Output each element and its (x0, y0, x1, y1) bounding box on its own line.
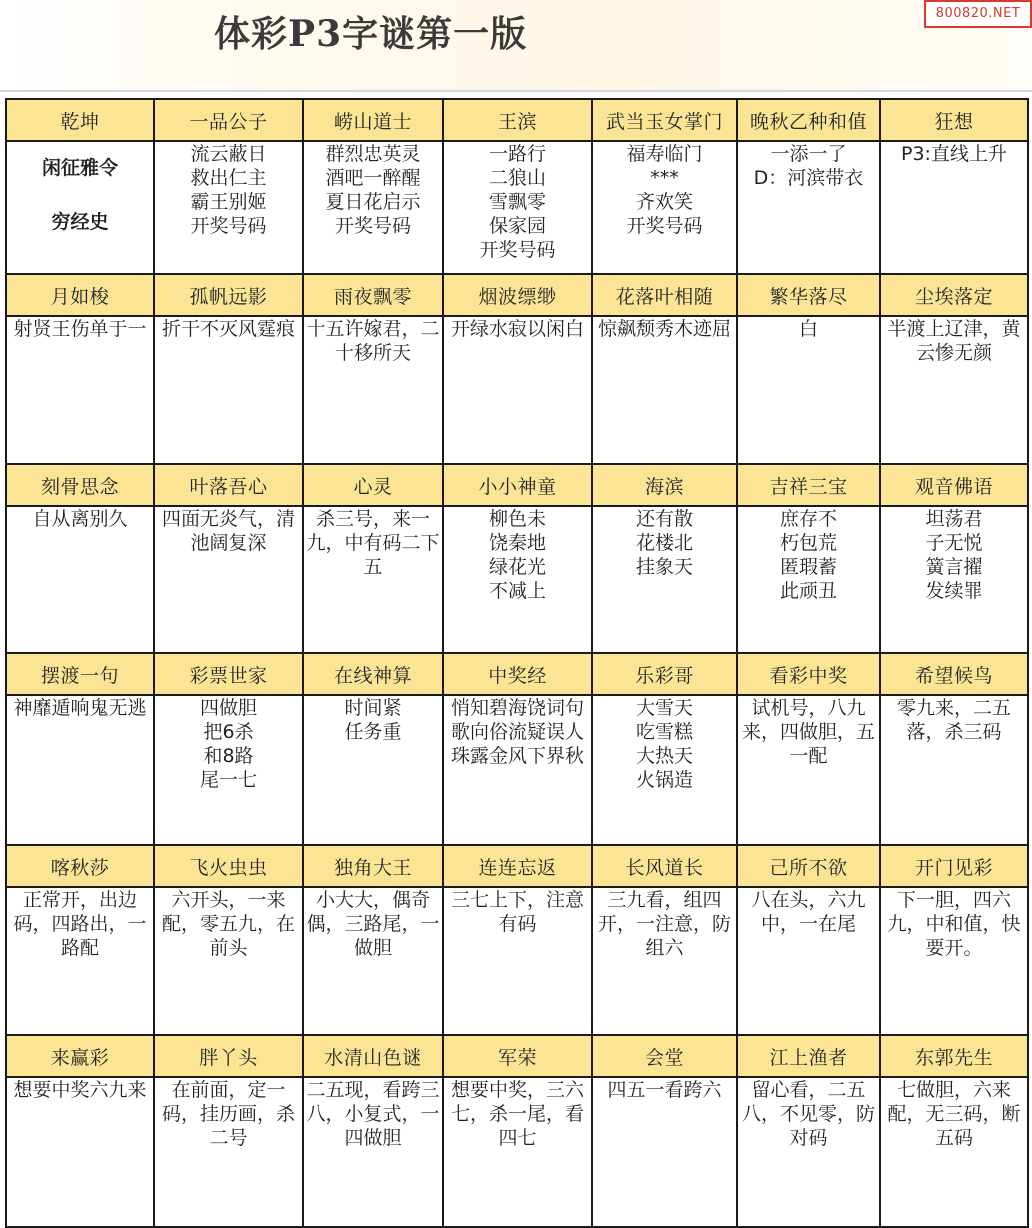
cell-text: 二五现，看跨三八，小复式，一四做胆 (306, 1079, 440, 1149)
header-row (6, 845, 1028, 887)
cell-text: 此顽丑 (779, 580, 837, 602)
cell-text: 想要中奖六九来 (13, 1079, 147, 1101)
cell-text: 大雪天 (635, 697, 693, 719)
column-header: 王滨 (443, 99, 592, 141)
column-header: 水清山色谜 (303, 1035, 443, 1077)
riddle-cell (154, 316, 303, 464)
cell-text: 下一胆，四六九，中和值，快要开。 (887, 889, 1021, 959)
divider (0, 90, 1032, 92)
cell-text: 保家园 (488, 215, 546, 237)
riddle-cell (592, 695, 737, 845)
cell-text: 悄知碧海饶词句 (450, 697, 584, 719)
cell-text: 杀三号，来一九，中有码二下五 (306, 508, 440, 578)
cell-text: 救出仁主 (190, 167, 267, 189)
riddle-cell (737, 506, 880, 653)
cell-text: 群烈忠英灵 (325, 143, 421, 165)
riddle-cell (880, 887, 1028, 1035)
riddle-cell (592, 506, 737, 653)
cell-text: 神靡遁响鬼无逃 (13, 697, 147, 719)
column-header: 崂山道士 (303, 99, 443, 141)
cell-text: 小大大，偶奇偶，三路尾，一做胆 (306, 889, 440, 959)
cell-text: 柳色未 (488, 508, 546, 530)
column-header: 看彩中奖 (737, 653, 880, 695)
column-header: 来赢彩 (6, 1035, 154, 1077)
riddle-cell (880, 316, 1028, 464)
riddle-cell (880, 695, 1028, 845)
riddle-cell (303, 887, 443, 1035)
cell-text: 穷经史 (51, 211, 109, 233)
cell-text: 在前面，定一码，挂历画，杀二号 (161, 1079, 295, 1149)
column-header: 雨夜飘零 (303, 274, 443, 316)
cell-text: 朽包荒 (779, 532, 837, 554)
cell-text: 发续罪 (925, 580, 983, 602)
content-row (6, 695, 1028, 845)
riddle-cell (6, 695, 154, 845)
riddle-cell (737, 695, 880, 845)
column-header: 乾坤 (6, 99, 154, 141)
column-header: 繁华落尽 (737, 274, 880, 316)
cell-text: *** (650, 167, 679, 189)
content-row (6, 316, 1028, 464)
cell-text: 坦荡君 (925, 508, 983, 530)
header-row (6, 464, 1028, 506)
content-row (6, 1077, 1028, 1227)
cell-text: 一添一了 (770, 143, 847, 165)
cell-text: 尾一七 (199, 769, 257, 791)
riddle-cell (6, 141, 154, 274)
cell-text: 火锅造 (635, 769, 693, 791)
cell-text: 和8路 (203, 745, 254, 767)
riddle-cell (154, 141, 303, 274)
riddle-cell (443, 695, 592, 845)
column-header: 军荣 (443, 1035, 592, 1077)
column-header: 吉祥三宝 (737, 464, 880, 506)
cell-text: 花楼北 (635, 532, 693, 554)
cell-text: 留心看，二五八，不见零，防对码 (741, 1079, 875, 1149)
cell-text: 子无悦 (925, 532, 983, 554)
riddle-cell (303, 506, 443, 653)
cell-text: 大热天 (635, 745, 693, 767)
cell-text: 开绿水寂以闲白 (450, 318, 584, 340)
column-header: 胖丫头 (154, 1035, 303, 1077)
riddle-cell (443, 316, 592, 464)
cell-text: 福寿临门 (626, 143, 703, 165)
header-row (6, 653, 1028, 695)
riddle-table (5, 98, 1029, 1228)
content-row (6, 141, 1028, 274)
cell-text: 珠露金风下界秋 (450, 745, 584, 767)
riddle-cell (880, 1077, 1028, 1227)
cell-text: 还有散 (635, 508, 693, 530)
column-header: 喀秋莎 (6, 845, 154, 887)
column-header: 东郭先生 (880, 1035, 1028, 1077)
riddle-cell (880, 506, 1028, 653)
column-header: 一品公子 (154, 99, 303, 141)
column-header: 中奖经 (443, 653, 592, 695)
column-header: 心灵 (303, 464, 443, 506)
column-header: 江上渔者 (737, 1035, 880, 1077)
cell-text: 绿花光 (488, 556, 546, 578)
column-header: 独角大王 (303, 845, 443, 887)
cell-text: 吃雪糕 (635, 721, 693, 743)
cell-text: 歌向俗流疑误人 (450, 721, 584, 743)
page-title: 体彩P3字谜第一版 (214, 13, 528, 55)
riddle-cell (737, 141, 880, 274)
cell-text: 簧言擢 (925, 556, 983, 578)
riddle-cell (592, 1077, 737, 1227)
cell-text: 白 (798, 318, 818, 340)
header-row (6, 99, 1028, 141)
cell-text: 不减上 (488, 580, 546, 602)
riddle-cell (154, 887, 303, 1035)
cell-text: 二狼山 (488, 167, 546, 189)
riddle-cell (737, 1077, 880, 1227)
cell-text: 三七上下，注意有码 (450, 889, 584, 935)
riddle-cell (737, 316, 880, 464)
cell-text: 齐欢笑 (635, 191, 693, 213)
cell-text: 挂象天 (635, 556, 693, 578)
cell-text: 四五一看跨六 (607, 1079, 722, 1101)
riddle-cell (6, 1077, 154, 1227)
riddle-cell (303, 1077, 443, 1227)
riddle-cell (154, 506, 303, 653)
cell-text: 把6杀 (203, 721, 254, 743)
cell-text: 半渡上辽津，黄云惨无颜 (887, 318, 1021, 364)
column-header: 花落叶相随 (592, 274, 737, 316)
cell-text: 正常开，出边码，四路出，一路配 (13, 889, 147, 959)
riddle-cell (592, 887, 737, 1035)
cell-text: 折干不灭风霆痕 (161, 318, 295, 340)
header-row (6, 1035, 1028, 1077)
cell-text: 霸王别姬 (190, 191, 267, 213)
cell-text: 射贤王伤单于一 (13, 318, 147, 340)
cell-text: 开奖号码 (626, 215, 703, 237)
cell-text: 零九来，二五落，杀三码 (896, 697, 1011, 743)
riddle-cell (443, 141, 592, 274)
column-header: 狂想 (880, 99, 1028, 141)
cell-text: 开奖号码 (479, 239, 556, 261)
column-header: 摆渡一句 (6, 653, 154, 695)
cell-text: 四做胆 (199, 697, 257, 719)
column-header: 飞火虫虫 (154, 845, 303, 887)
cell-text: D：河滨带衣 (753, 167, 864, 189)
cell-text: 流云蔽日 (190, 143, 267, 165)
column-header: 月如梭 (6, 274, 154, 316)
cell-text: 六开头，一来配，零五九，在前头 (161, 889, 295, 959)
column-header: 烟波缥缈 (443, 274, 592, 316)
column-header: 开门见彩 (880, 845, 1028, 887)
riddle-cell (443, 1077, 592, 1227)
content-row (6, 506, 1028, 653)
column-header: 小小神童 (443, 464, 592, 506)
cell-text: 时间紧 (344, 697, 402, 719)
column-header: 希望候鸟 (880, 653, 1028, 695)
riddle-cell (6, 316, 154, 464)
cell-text: 八在头，六九中，一在尾 (751, 889, 866, 935)
cell-text: 试机号，八九来，四做胆，五一配 (741, 697, 875, 767)
riddle-cell (303, 141, 443, 274)
riddle-cell (154, 695, 303, 845)
cell-text: 四面无炎气，清池阔复深 (161, 508, 295, 554)
column-header: 连连忘返 (443, 845, 592, 887)
riddle-cell (154, 1077, 303, 1227)
column-header: 乐彩哥 (592, 653, 737, 695)
riddle-cell (880, 141, 1028, 274)
riddle-cell (592, 141, 737, 274)
column-header: 孤帆远影 (154, 274, 303, 316)
cell-text: 闲征雅令 (41, 157, 118, 179)
column-header: 晚秋乙种和值 (737, 99, 880, 141)
cell-text: 匿瑕蓄 (779, 556, 837, 578)
column-header: 海滨 (592, 464, 737, 506)
content-row (6, 887, 1028, 1035)
cell-text: 一路行 (488, 143, 546, 165)
cell-text: 夏日花启示 (325, 191, 421, 213)
riddle-cell (6, 506, 154, 653)
riddle-cell (303, 695, 443, 845)
column-header: 观音佛语 (880, 464, 1028, 506)
cell-text: 十五许嫁君，二十移所天 (306, 318, 440, 364)
column-header: 彩票世家 (154, 653, 303, 695)
column-header: 尘埃落定 (880, 274, 1028, 316)
cell-text: 想要中奖，三六七，杀一尾，看四七 (450, 1079, 584, 1149)
header-row (6, 274, 1028, 316)
cell-text: 雪飘零 (488, 191, 546, 213)
column-header: 叶落吾心 (154, 464, 303, 506)
cell-text: 庶存不 (779, 508, 837, 530)
cell-text: 酒吧一醉醒 (325, 167, 421, 189)
riddle-cell (303, 316, 443, 464)
cell-text: 任务重 (344, 721, 402, 743)
cell-text: 惊飙颓秀木迹屈 (597, 318, 731, 340)
column-header: 长风道长 (592, 845, 737, 887)
column-header: 会堂 (592, 1035, 737, 1077)
riddle-cell (737, 887, 880, 1035)
cell-text: 自从离别久 (32, 508, 128, 530)
column-header: 在线神算 (303, 653, 443, 695)
cell-text: P3:直线上升 (901, 143, 1007, 165)
riddle-cell (443, 506, 592, 653)
cell-text: 开奖号码 (190, 215, 267, 237)
riddle-cell (443, 887, 592, 1035)
riddle-cell (592, 316, 737, 464)
watermark-logo: 800820.NET (924, 0, 1032, 28)
column-header: 刻骨思念 (6, 464, 154, 506)
cell-text: 饶秦地 (488, 532, 546, 554)
cell-text: 三九看，组四开，一注意，防组六 (597, 889, 731, 959)
column-header: 己所不欲 (737, 845, 880, 887)
cell-text: 七做胆，六来配，无三码，断五码 (887, 1079, 1021, 1149)
cell-text: 开奖号码 (334, 215, 411, 237)
riddle-cell (6, 887, 154, 1035)
column-header: 武当玉女掌门 (592, 99, 737, 141)
